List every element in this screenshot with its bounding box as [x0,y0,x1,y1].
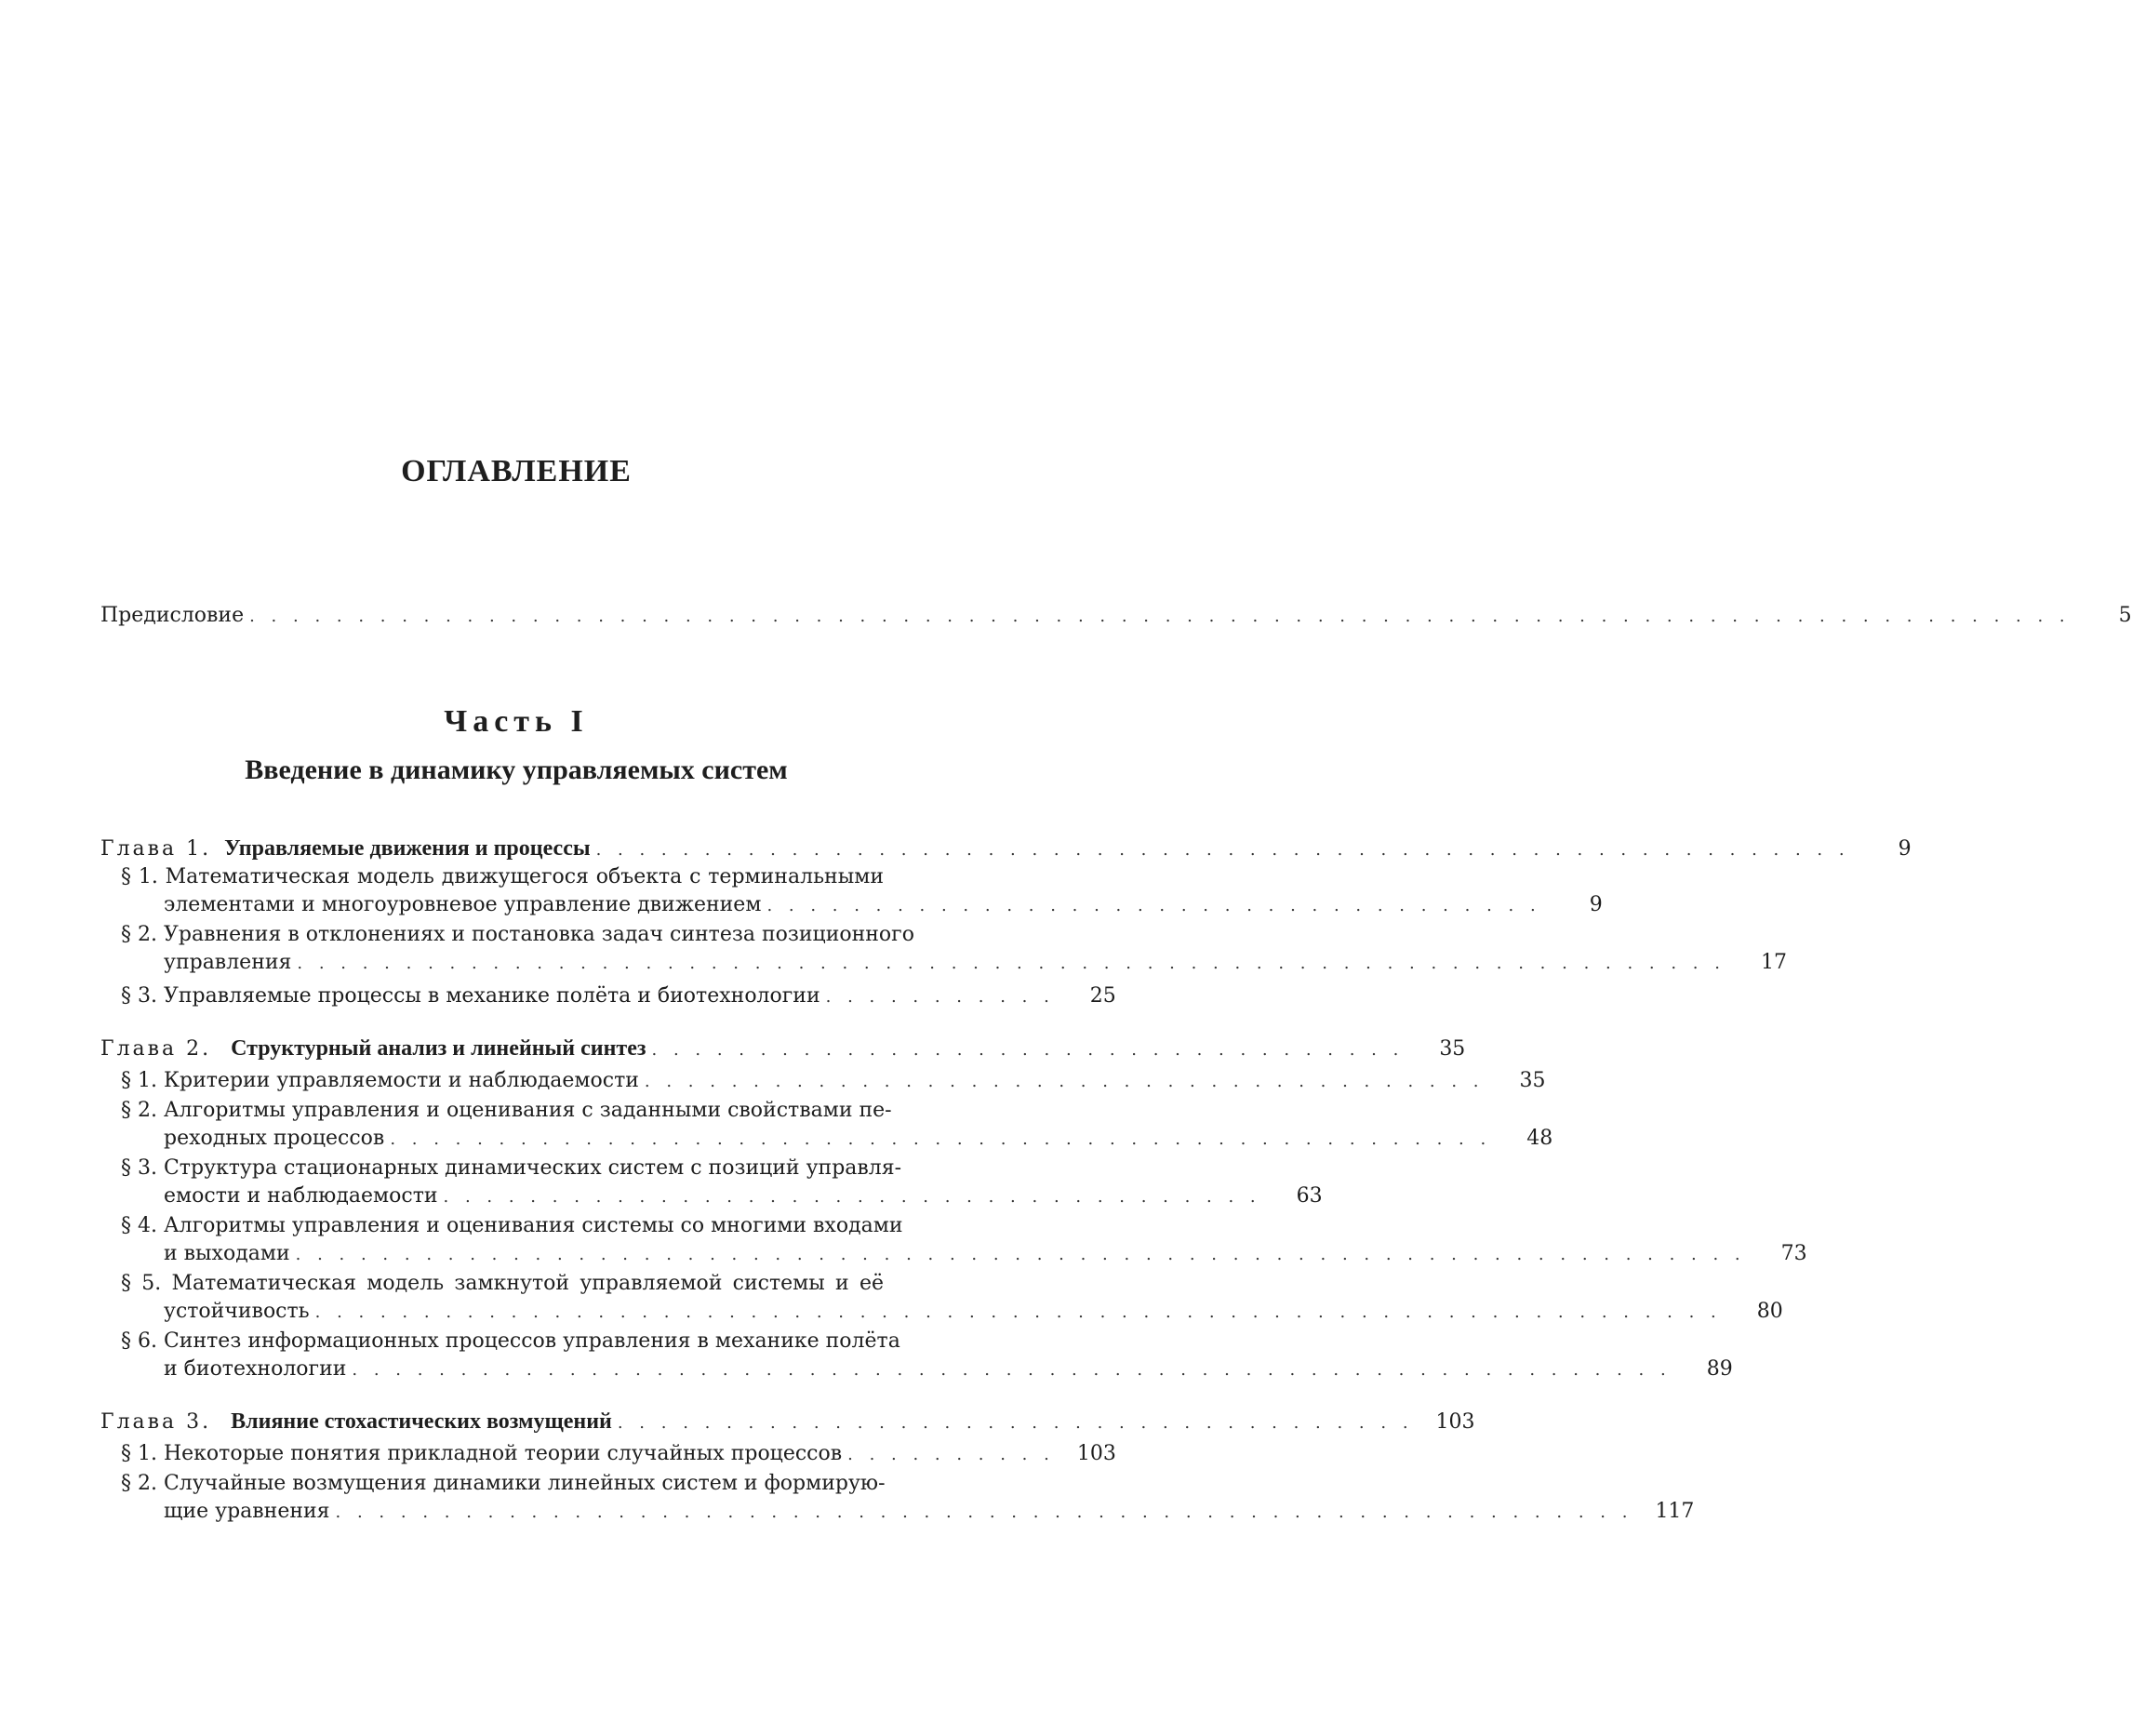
page-number: 17 [1760,951,1787,974]
toc-entry-chapter-2[interactable] [100,1035,1466,1062]
toc-entry-section-2-6[interactable] [164,1355,1733,1383]
section-2-3-line1[interactable]: § 3. Структура стационарных динамических систем с позиций управля- [121,1156,902,1180]
page-number: 35 [1439,1037,1466,1061]
leader-dots: . . . . . . . . . . . . . . . . . . . . . . . . . . . . . . . . . . . . . . . . . . . . . . . . . . . . . . . . . . . . . . . . . [314,1302,1722,1322]
toc-entry-preface[interactable] [100,602,2132,630]
leader-dots: . . . . . . . . . . . [825,987,1055,1007]
section-line2: и биотехнологии [164,1357,347,1381]
page-number: 9 [1898,837,1912,861]
page-number: 103 [1076,1442,1116,1465]
section-line2: элементами и многоуровневое управление движением [164,893,762,916]
toc-entry-section-3-2[interactable] [164,1498,1695,1526]
leader-dots: . . . . . . . . . . . . . . . . . . . . . . . . . . . . . . . . . . . . . . . . . . . . . . . . . . . [390,1129,1492,1149]
chapter-title: Управляемые движения и процессы [224,836,591,861]
chapter-title: Влияние стохастических возмущений [231,1409,612,1434]
toc-entry-section-2-5[interactable] [164,1298,1783,1326]
leader-dots: . . . . . . . . . . . . . . . . . . . . . . . . . . . . . . . . . . . . . . . . . . . . . . . . . . . . . . . . . . . . . . . . . . . . . . . . . . . . . . . . . . . . [249,607,2071,626]
chapter-prefix: Глава 1. [100,837,212,861]
leader-dots: . . . . . . . . . . . . . . . . . . . . . . . . . . . . . . . . . . . . . [617,1413,1414,1433]
toc-entry-section-2-1[interactable] [121,1067,1546,1095]
page-number: 35 [1519,1069,1546,1092]
leader-dots: . . . . . . . . . . . . . . . . . . . . . . . . . . . . . . . . . . . . . . . . . . . . . . . . . . . . . . . . . . . . . . . . . . . [295,1245,1746,1264]
toc-entry-chapter-3[interactable] [100,1408,1475,1436]
page-number: 80 [1756,1300,1783,1323]
section-2-4-line1[interactable]: § 4. Алгоритмы управления и оценивания системы со многими входами [121,1214,903,1237]
page-number: 5 [2118,604,2132,627]
part-heading: Часть I [444,704,589,739]
leader-dots: . . . . . . . . . . . . . . . . . . . . . . . . . . . . . . . . . . . . [766,896,1541,915]
entry-label: Предисловие [100,604,245,627]
section-1-1-line1[interactable]: § 1. Математическая модель движущегося объекта с терминальными [121,865,884,888]
section-line2: щие уравнения [164,1500,330,1523]
page-number: 117 [1655,1500,1695,1523]
page-number: 73 [1780,1242,1807,1265]
leader-dots: . . . . . . . . . . . . . . . . . . . . . . . . . . . . . . . . . . . [651,1040,1405,1060]
section-2-6-line1[interactable]: § 6. Синтез информационных процессов управления в механике полёта [121,1329,900,1353]
toc-entry-chapter-1[interactable] [100,835,1912,862]
leader-dots: . . . . . . . . . . [847,1445,1055,1464]
toc-entry-section-1-1[interactable] [164,891,1603,919]
section-2-2-line1[interactable]: § 2. Алгоритмы управления и оценивания с заданными свойствами пе- [121,1099,892,1122]
toc-entry-section-2-4[interactable] [164,1240,1807,1268]
leader-dots: . . . . . . . . . . . . . . . . . . . . . . . . . . . . . . . . . . . . . . . [644,1072,1485,1091]
section-3-2-line1[interactable]: § 2. Случайные возмущения динамики линейных систем и формирую- [121,1472,886,1495]
toc-entry-section-2-2[interactable] [164,1125,1553,1153]
section-line2: устойчивость [164,1300,310,1323]
part-subtitle: Введение в динамику управляемых систем [245,754,788,785]
toc-entry-section-1-2[interactable] [164,949,1787,977]
page-number: 103 [1435,1410,1475,1434]
section-line2: и выходами [164,1242,290,1265]
section-line2: управления [164,951,292,974]
toc-entry-section-2-3[interactable] [164,1182,1323,1210]
page-number: 63 [1296,1184,1323,1208]
section-1-2-line1[interactable]: § 2. Уравнения в отклонениях и постановка задач синтеза позиционного [121,923,914,946]
page-title: ОГЛАВЛЕНИЕ [401,454,632,488]
page-number: 89 [1706,1357,1733,1381]
section-label: § 1. Критерии управляемости и наблюдаемости [121,1069,639,1092]
section-line2: емости и наблюдаемости [164,1184,438,1208]
section-2-5-line1[interactable]: § 5. Математическая модель замкнутой управляемой системы и её [121,1272,884,1295]
page-number: 48 [1526,1127,1553,1150]
section-line2: реходных процессов [164,1127,385,1150]
leader-dots: . . . . . . . . . . . . . . . . . . . . . . . . . . . . . . . . . . . . . . . . . . . . . . . . . . . . . . . . . . . . . [352,1360,1672,1380]
page-number: 25 [1089,984,1116,1008]
leader-dots: . . . . . . . . . . . . . . . . . . . . . . . . . . . . . . . . . . . . . . . . . . . . . . . . . . . . . . . . . . . . [335,1502,1633,1522]
leader-dots: . . . . . . . . . . . . . . . . . . . . . . . . . . . . . . . . . . . . . . . . . . . . . . . . . . . . . . . . . . [595,840,1850,860]
toc-entry-section-1-3[interactable] [121,982,1116,1010]
chapter-title: Структурный анализ и линейный синтез [231,1036,646,1061]
chapter-prefix: Глава 3. [100,1410,212,1434]
leader-dots: . . . . . . . . . . . . . . . . . . . . . . . . . . . . . . . . . . . . . . . . . . . . . . . . . . . . . . . . . . . . . . . . . . [297,954,1726,973]
toc-entry-section-3-1[interactable] [121,1440,1116,1468]
section-label: § 3. Управляемые процессы в механике полёта и биотехнологии [121,984,820,1008]
leader-dots: . . . . . . . . . . . . . . . . . . . . . . . . . . . . . . . . . . . . . . [443,1187,1261,1207]
page-number: 9 [1589,893,1603,916]
section-label: § 1. Некоторые понятия прикладной теории случайных процессов [121,1442,843,1465]
chapter-prefix: Глава 2. [100,1037,212,1061]
